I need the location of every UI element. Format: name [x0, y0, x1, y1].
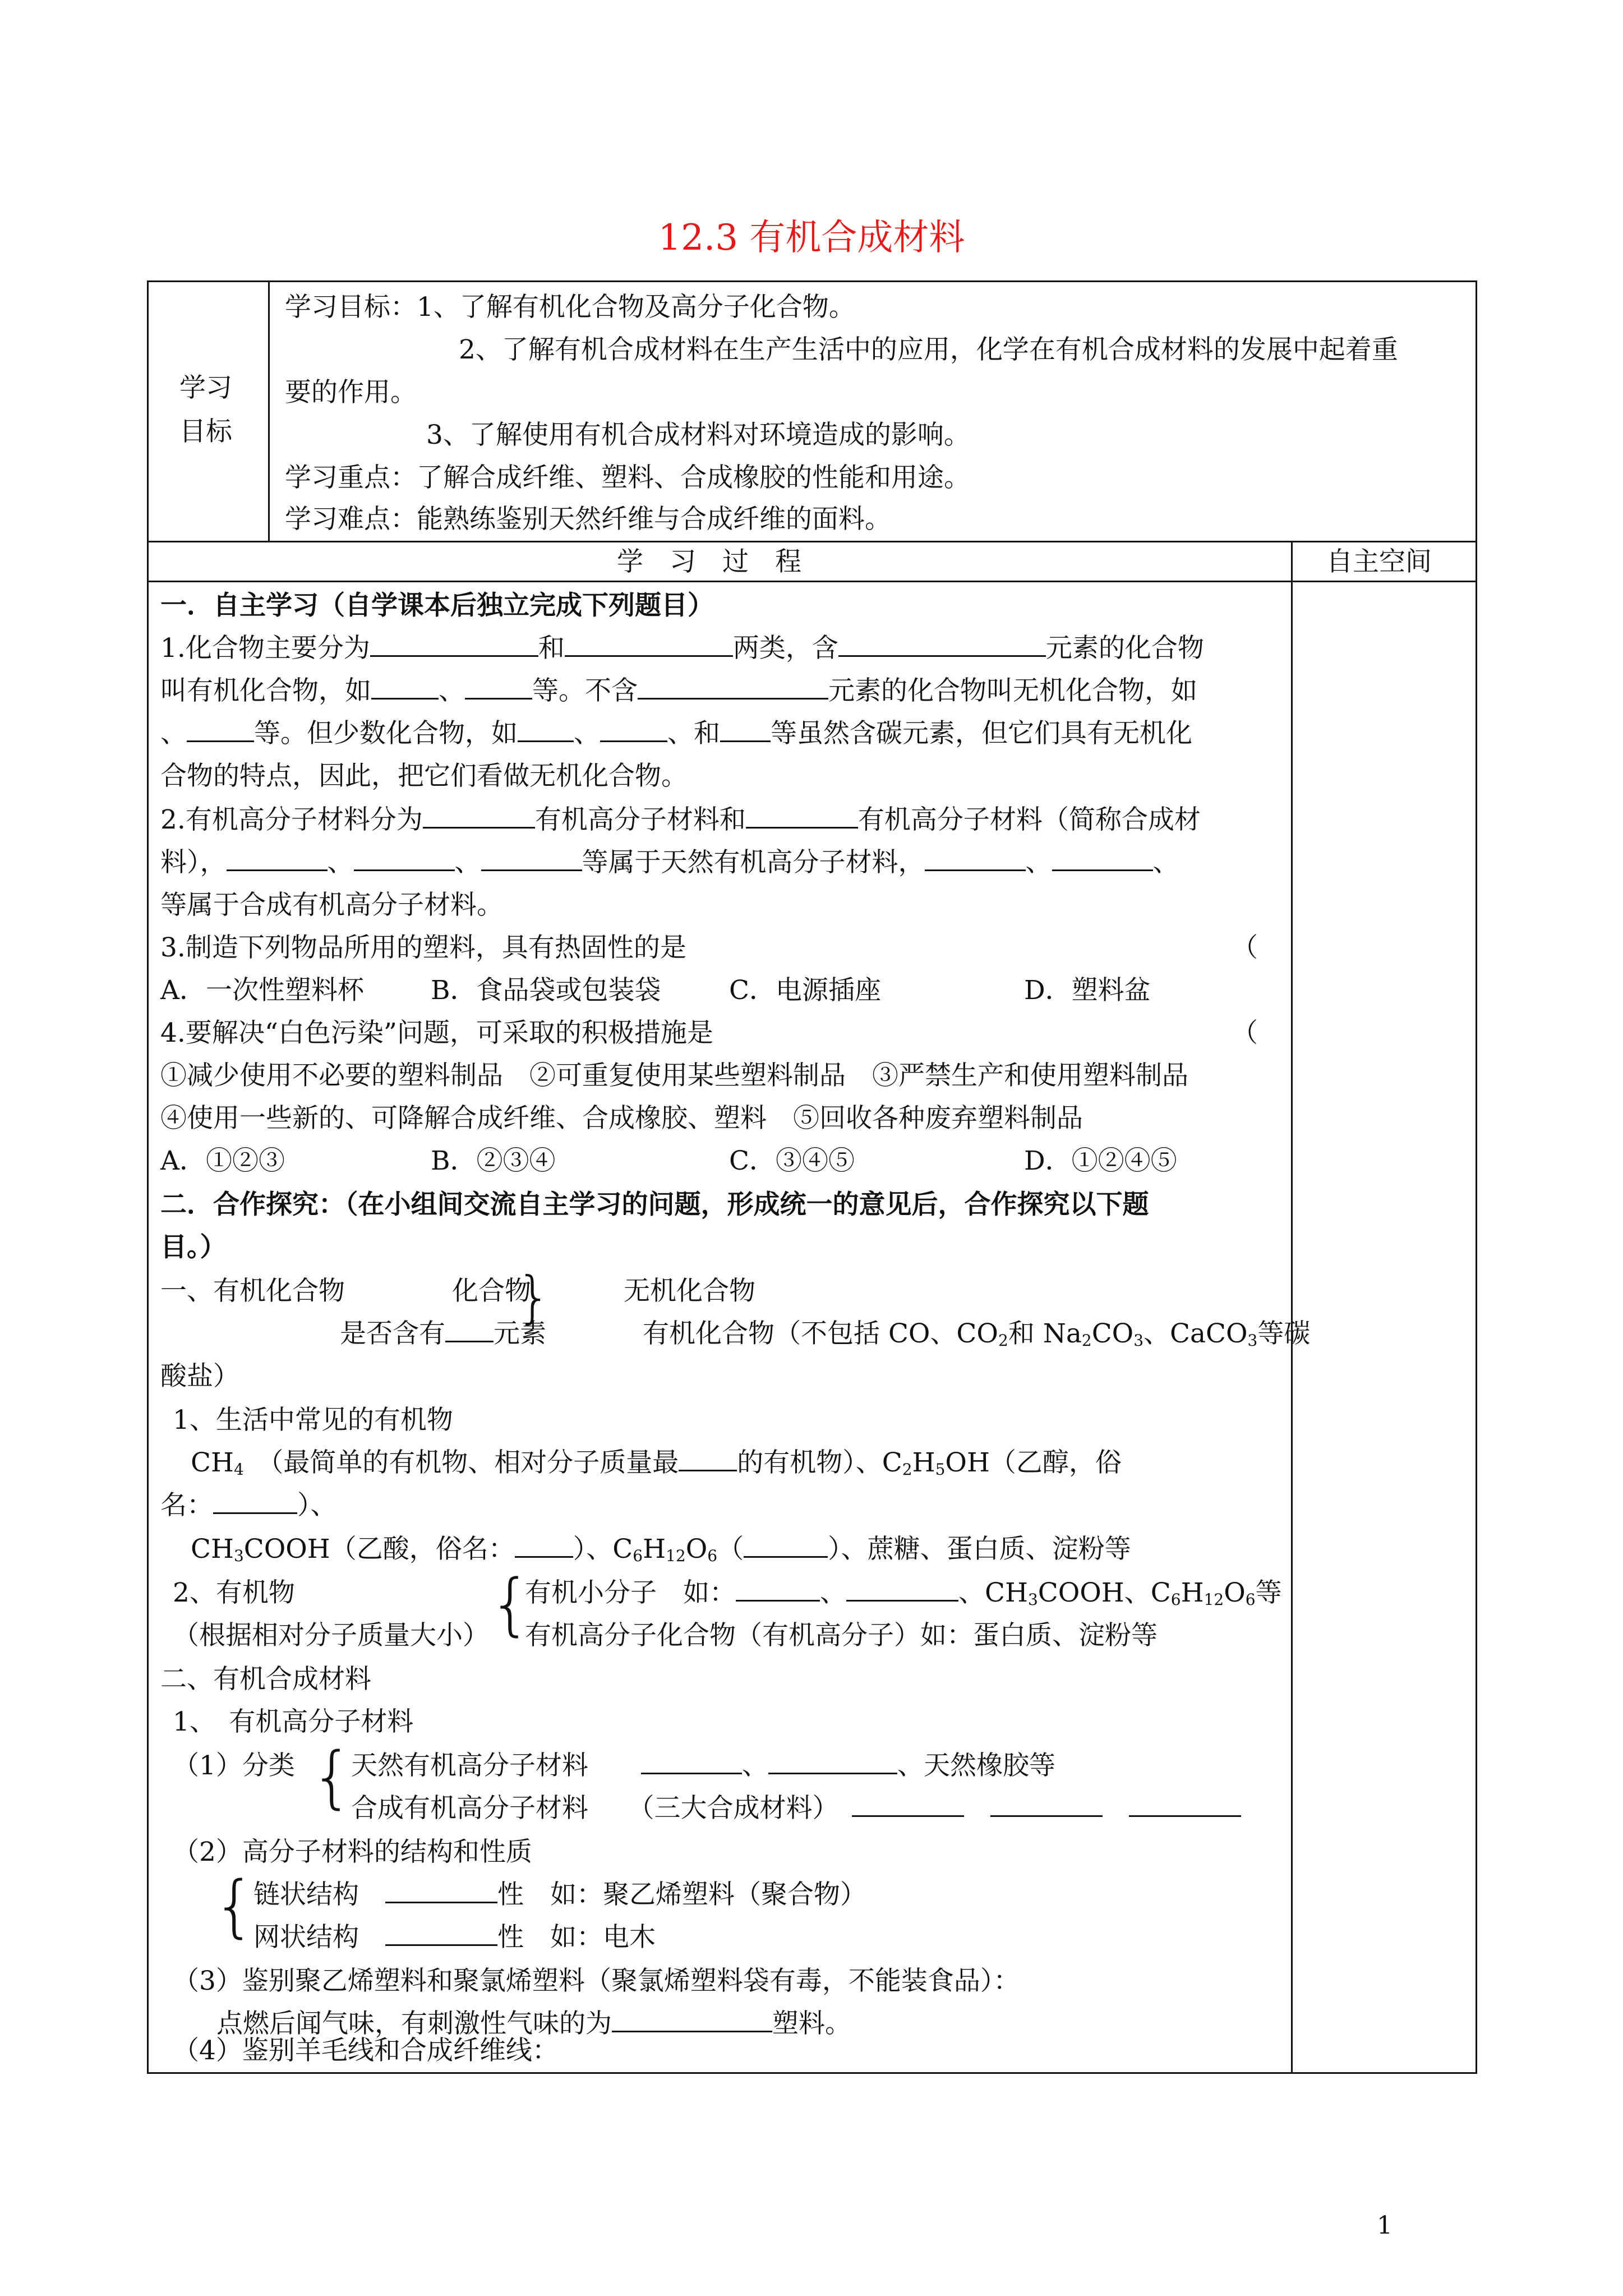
q2-blank-5[interactable] — [481, 845, 582, 871]
section2-heading-line1: 二．合作探究：（在小组间交流自主学习的问题，形成统一的意见后，合作探究以下题 — [160, 1189, 1149, 1220]
label-column-divider — [268, 280, 270, 542]
q3-text: 3.制造下列物品所用的塑料，具有热固性的是 — [160, 932, 686, 963]
common-organics-title: 1、生活中常见的有机物 — [173, 1405, 453, 1435]
process-header-divider — [147, 581, 1477, 582]
ethanol-name-line: 名： ）、 — [160, 1484, 337, 1527]
classify-by-mass: （根据相对分子质量大小） — [173, 1620, 489, 1651]
synthetic-materials-title: 二、有机合成材料 — [160, 1664, 371, 1695]
classification-brace-icon: { — [311, 1738, 354, 1816]
mass-blank[interactable] — [679, 1445, 737, 1471]
q1-blank-7[interactable] — [187, 716, 254, 742]
q2-line1: 2.有机高分子材料分为 有机高分子材料和 有机高分子材料（简称合成材 — [160, 799, 1201, 841]
q1-blank-6[interactable] — [638, 673, 828, 700]
classification-label: （1）分类 — [173, 1750, 295, 1781]
page-number: 1 — [1377, 2211, 1393, 2240]
natural-polymer-blank-2[interactable] — [768, 1748, 897, 1774]
goal-2a: 2、了解有机合成材料在生产生活中的应用，化学在有机合成材料的发展中起着重 — [459, 334, 1398, 365]
synthetic-material-blank-2[interactable] — [990, 1791, 1103, 1817]
identify-fibers-title: （4）鉴别羊毛线和合成纤维线： — [173, 2035, 559, 2066]
goal-1: 学习目标：1、了解有机化合物及高分子化合物。 — [285, 292, 855, 323]
molecule-brace-icon: { — [489, 1566, 532, 1644]
q2-blank-2[interactable] — [746, 802, 858, 829]
process-header: 学 习 过 程 — [617, 546, 801, 577]
synthetic-material-blank-3[interactable] — [1129, 1791, 1241, 1817]
synthetic-polymer-line: 合成有机高分子材料 （三大合成材料） — [351, 1787, 1241, 1830]
side-column-divider — [1291, 541, 1293, 2074]
q3-option-d[interactable]: D．塑料盆 — [1024, 975, 1151, 1006]
polymer-materials-title: 1、 有机高分子材料 — [173, 1706, 414, 1737]
q4-option-a[interactable]: A．①②③ — [160, 1145, 285, 1176]
q1-line1: 1.化合物主要分为 和 两类，含 元素的化合物 — [160, 627, 1204, 670]
goal-label-line1: 学习 — [179, 372, 232, 403]
structure-brace-icon: { — [213, 1867, 256, 1945]
macromolecule-line: 有机高分子化合物（有机高分子）如：蛋白质、淀粉等 — [525, 1620, 1158, 1651]
ethanol-name-blank[interactable] — [213, 1488, 297, 1514]
organic-compound-title: 一、有机化合物 — [160, 1276, 345, 1306]
acetic-acid-line: $CH_3COOH$（乙酸，俗名： ）、$C_6H_{12}O_6$（ ）、蔗糖、蛋白质、淀粉等 — [191, 1528, 1131, 1577]
q2-line3: 等属于合成有机高分子材料。 — [160, 890, 503, 921]
organic-classes-title: 2、有机物 — [173, 1577, 295, 1608]
q3-answer-paren[interactable]: （ — [1232, 932, 1258, 963]
section2-heading-line2: 目。） — [160, 1232, 227, 1263]
goal-2b: 要的作用。 — [285, 377, 417, 408]
q3-option-b[interactable]: B．食品袋或包装袋 — [431, 975, 661, 1006]
page-title: 12.3 有机合成材料 — [658, 217, 965, 259]
q1-blank-2[interactable] — [565, 631, 733, 657]
small-molecule-blank-1[interactable] — [736, 1575, 820, 1602]
q2-blank-1[interactable] — [423, 802, 535, 829]
section1-heading: 一．自主学习（自学课本后独立完成下列题目） — [160, 590, 714, 621]
identify-plastics-title: （3）鉴别聚乙烯塑料和聚氯烯塑料（聚氯烯塑料袋有毒，不能装食品）： — [173, 1966, 1020, 1996]
q3-option-c[interactable]: C．电源插座 — [729, 975, 881, 1006]
q1-blank-4[interactable] — [371, 673, 439, 700]
natural-polymer-line: 天然有机高分子材料 、 、天然橡胶等 — [351, 1745, 1055, 1787]
q4-option-d[interactable]: D．①②④⑤ — [1024, 1145, 1177, 1176]
q2-blank-4[interactable] — [354, 845, 455, 871]
carbonate-tail: 酸盐） — [160, 1361, 239, 1392]
q1-blank-9[interactable] — [600, 716, 667, 742]
q4-measures-line1: ①减少使用不必要的塑料制品 ②可重复使用某些塑料制品 ③严禁生产和使用塑料制品 — [160, 1060, 1188, 1091]
q1-line2: 叫有机化合物，如 、 等。不含 元素的化合物叫无机化合物，如 — [160, 670, 1197, 712]
element-blank[interactable] — [445, 1316, 494, 1342]
synthetic-material-blank-1[interactable] — [852, 1791, 964, 1817]
q1-blank-10[interactable] — [720, 716, 771, 742]
inorganic-label: 无机化合物 — [624, 1276, 755, 1306]
header-row-divider — [147, 541, 1477, 542]
chain-structure-line: 链状结构 性 如：聚乙烯塑料（聚合物） — [253, 1874, 866, 1916]
q1-blank-3[interactable] — [838, 631, 1046, 657]
acetic-acid-blank[interactable] — [515, 1531, 573, 1558]
q3-option-a[interactable]: A．一次性塑料杯 — [160, 975, 364, 1006]
q1-line3: 、 等。但少数化合物，如 、 、和 等虽然含碳元素，但它们具有无机化 — [160, 712, 1192, 755]
small-molecule-line: 有机小分子 如： 、 、$CH_3COOH$、$C_6H_{12}O_6$等 — [525, 1572, 1282, 1621]
q4-answer-paren[interactable]: （ — [1232, 1018, 1258, 1048]
compound-label: 化合物 — [452, 1276, 531, 1306]
q1-blank-1[interactable] — [370, 631, 538, 657]
organic-exclusion-line: 有机化合物（不包括 CO、$CO_2$和 $Na_2CO_3$、CaCO$_3$等碳 — [643, 1318, 1311, 1350]
goal-label-line2: 目标 — [179, 416, 232, 447]
natural-polymer-blank-1[interactable] — [641, 1748, 742, 1774]
methane-line: $CH_4$ （最简单的有机物、相对分子质量最 的有机物）、$C_2H_5OH$（乙醇，俗 — [191, 1442, 1122, 1491]
q2-line2: 料）， 、 、 等属于天然有机高分子材料， 、 、 — [160, 841, 1179, 884]
key-point: 学习重点：了解合成纤维、塑料、合成橡胶的性能和用途。 — [285, 462, 970, 493]
compound-brace-icon: } — [516, 1264, 552, 1330]
q1-line4: 合物的特点，因此，把它们看做无机化合物。 — [160, 761, 688, 792]
q4-option-c[interactable]: C．③④⑤ — [729, 1145, 855, 1176]
goal-3: 3、了解使用有机合成材料对环境造成的影响。 — [426, 420, 970, 450]
q4-option-b[interactable]: B．②③④ — [431, 1145, 556, 1176]
q4-measures-line2: ④使用一些新的、可降解合成纤维、合成橡胶、塑料 ⑤回收各种废弃塑料制品 — [160, 1103, 1083, 1134]
network-structure-line: 网状结构 性 如：电木 — [253, 1916, 656, 1959]
small-molecule-blank-2[interactable] — [846, 1575, 958, 1602]
q1-blank-8[interactable] — [518, 716, 574, 742]
q2-blank-3[interactable] — [227, 845, 328, 871]
q2-blank-7[interactable] — [1052, 845, 1153, 871]
q1-blank-5[interactable] — [465, 673, 532, 700]
q2-blank-6[interactable] — [925, 845, 1026, 871]
structure-property-title: （2）高分子材料的结构和性质 — [173, 1837, 532, 1867]
plastic-type-blank[interactable] — [612, 2006, 772, 2032]
chain-property-blank[interactable] — [385, 1877, 497, 1903]
q4-text: 4.要解决“白色污染”问题，可采取的积极措施是 — [160, 1018, 713, 1048]
contains-element-line: 是否含有 元素 — [340, 1313, 546, 1355]
difficulty-point: 学习难点：能熟练鉴别天然纤维与合成纤维的面料。 — [285, 504, 891, 535]
identify-plastics-method: 点燃后闻气味，有刺激性气味的为 塑料。 — [216, 2003, 851, 2045]
network-property-blank[interactable] — [385, 1920, 497, 1946]
glucose-blank[interactable] — [744, 1531, 828, 1558]
side-header: 自主空间 — [1326, 546, 1432, 577]
